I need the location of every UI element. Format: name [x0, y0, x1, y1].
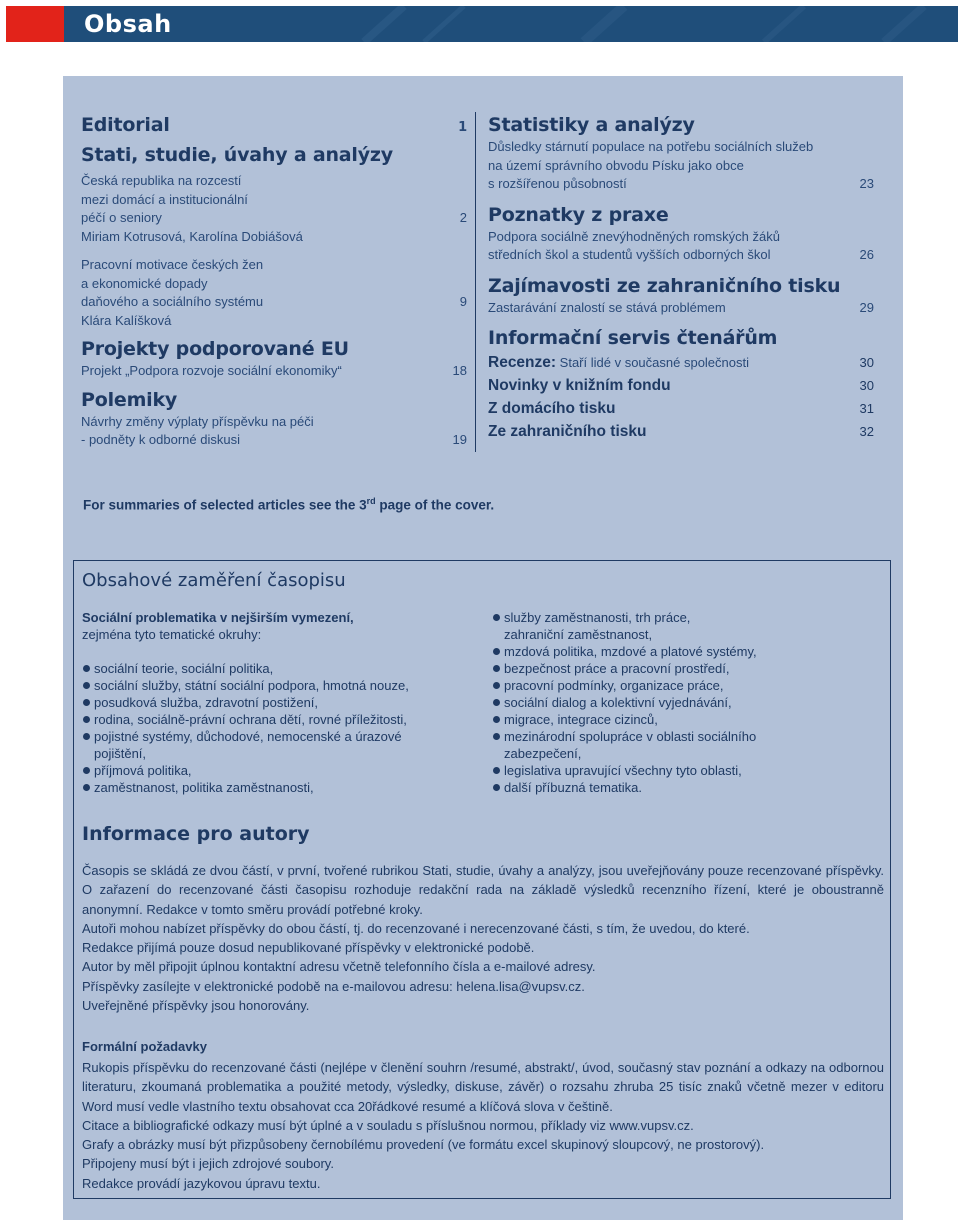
toc-article-line: a ekonomické dopady — [81, 275, 208, 291]
toc-article-line: Důsledky stárnutí populace na potřebu sociálních služeb — [488, 139, 814, 154]
toc-article-line: Pracovní motivace českých žen — [81, 257, 264, 272]
toc-section-title: Polemiky — [81, 388, 178, 411]
toc-section-title: Informační servis čtenářům — [488, 327, 778, 349]
focus-list-item: zaměstnanost, politika zaměstnanosti, — [82, 779, 482, 796]
focus-list-item: legislativa upravující všechny tyto oblasti, — [492, 762, 884, 779]
toc-editorial[interactable] — [81, 112, 467, 138]
focus-list-item: další příbuzná tematika. — [492, 779, 884, 796]
authors-paragraph: Příspěvky zasílejte v elektronické podobě na e-mailovou adresu: helena.lisa@vupsv.cz. — [82, 978, 585, 994]
page-header — [6, 6, 958, 42]
toc-service-label: Z domácího tisku — [488, 400, 616, 417]
toc-article[interactable] — [81, 413, 467, 450]
focus-list-item: služby zaměstnanosti, trh práce, zahraniční zaměstnanost, — [492, 609, 722, 643]
focus-title: Obsahové zaměření časopisu — [82, 570, 346, 591]
toc-page-number: 23 — [859, 176, 874, 191]
toc-service-item[interactable] — [488, 397, 874, 420]
toc-page-number: 32 — [859, 424, 874, 439]
toc-page-number: 9 — [459, 294, 467, 309]
summary-note — [83, 496, 494, 513]
toc-page-number: 31 — [859, 401, 874, 416]
focus-list-item: mezinárodní spolupráce v oblasti sociálního zabezpečení, — [492, 728, 782, 762]
authors-paragraph: Časopis se skládá ze dvou částí, v první, tvořené rubrikou Stati, studie, úvahy a analýzy, jsou uveřejňovány pouze recenzované příspěvky. O zařazení do recenzované části časopisu rozhoduje redakční rada na základě výsledků recenzního řízení, které je oboustranně anonymní. Redakce v tomto směru provádí potřebné kroky. — [82, 863, 884, 917]
summary-note-text-end: page of the cover. — [375, 497, 495, 513]
toc-section-title: Statistiky a analýzy — [488, 114, 695, 136]
column-divider — [475, 112, 476, 452]
formal-paragraph: Redakce provádí jazykovou úpravu textu. — [82, 1175, 321, 1191]
toc-article-line: daňového a sociálního systému — [81, 294, 264, 309]
toc-article-line: na území správního obvodu Písku jako obce — [488, 157, 744, 173]
toc-right-column — [488, 112, 874, 443]
toc-article-authors: Klára Kalíšková — [81, 312, 172, 328]
toc-section-title: Projekty podporované EU — [81, 338, 349, 360]
summary-note-text: For summaries of selected articles see the 3 — [83, 497, 367, 513]
toc-page-number: 1 — [458, 120, 467, 135]
focus-lead-2: zejména tyto tematické okruhy: — [82, 627, 262, 642]
toc-article-line: Česká republika na rozcestí — [81, 173, 242, 188]
contents-panel — [63, 76, 903, 1220]
formal-paragraph: Připojeny musí být i jejich zdrojové soubory. — [82, 1156, 334, 1172]
focus-list-item: mzdová politika, mzdové a platové systémy, — [492, 643, 884, 660]
toc-page-number: 18 — [452, 363, 467, 378]
toc-page-number: 26 — [859, 247, 874, 262]
focus-right-column — [492, 609, 884, 796]
toc-article-line: Zastarávání znalostí se stává problémem — [488, 299, 726, 315]
focus-list-item: pracovní podmínky, organizace práce, — [492, 677, 884, 694]
authors-paragraph: Uveřejněné příspěvky jsou honorovány. — [82, 998, 310, 1014]
focus-list-item: sociální služby, státní sociální podpora, hmotná nouze, — [82, 677, 482, 694]
focus-list-item: bezpečnost práce a pracovní prostředí, — [492, 660, 884, 677]
authors-body — [82, 861, 884, 1015]
toc-article-line: péčí o seniory — [81, 210, 162, 225]
authors-paragraph: Autoři mohou nabízet příspěvky do obou částí, tj. do recenzované i nerecenzované části, s tím, že uvedou, do které. — [82, 920, 750, 936]
toc-article-line: Návrhy změny výplaty příspěvku na péči — [81, 413, 314, 429]
toc-article-line: středních škol a studentů vyšších odborných škol — [488, 247, 771, 262]
toc-service-item[interactable] — [488, 374, 874, 397]
toc-service-item[interactable] — [488, 351, 874, 374]
toc-service-item[interactable] — [488, 420, 874, 443]
info-box — [73, 560, 891, 1199]
authors-title: Informace pro autory — [82, 823, 310, 845]
toc-left-column — [81, 112, 467, 450]
toc-section-title: Editorial — [81, 114, 170, 136]
toc-service-label: Recenze: — [488, 354, 557, 371]
toc-page-number: 29 — [859, 299, 874, 315]
formal-paragraph: Grafy a obrázky musí být přizpůsobeny černobílému provedení (ve formátu excel skupinový sloupcový, ne prostorový). — [82, 1137, 765, 1153]
toc-page-number: 30 — [859, 355, 874, 370]
formal-paragraph: Citace a bibliografické odkazy musí být úplné a v souladu s příslušnou normou, příklady viz www.vupsv.cz. — [82, 1117, 694, 1133]
toc-article-line: mezi domácí a institucionální — [81, 191, 248, 207]
page-title: Obsah — [84, 10, 172, 38]
focus-list-item: rodina, sociálně-právní ochrana dětí, rovné příležitosti, — [82, 711, 482, 728]
toc-page-number: 30 — [859, 378, 874, 393]
toc-article-authors: Miriam Kotrusová, Karolína Dobiášová — [81, 228, 303, 244]
toc-article-line: s rozšířenou působností — [488, 176, 627, 191]
summary-note-sup: rd — [366, 496, 376, 506]
formal-title: Formální požadavky — [82, 1039, 207, 1054]
header-decoration-icon — [64, 6, 958, 42]
formal-body — [82, 1058, 884, 1193]
focus-list-item: posudková služba, zdravotní postižení, — [82, 694, 482, 711]
header-red-block — [6, 6, 64, 42]
toc-page-number: 2 — [459, 210, 467, 225]
toc-article[interactable] — [488, 138, 874, 194]
toc-page-number: 19 — [452, 432, 467, 447]
toc-article[interactable] — [81, 362, 467, 381]
focus-list-item: pojistné systémy, důchodové, nemocenské a úrazové pojištění, — [82, 728, 432, 762]
toc-service-label: Novinky v knižním fondu — [488, 377, 671, 394]
toc-service-text: Staří lidé v současné společnosti — [556, 355, 749, 370]
toc-section-title: Zajímavosti ze zahraničního tisku — [488, 274, 841, 297]
toc-article[interactable] — [81, 256, 467, 330]
focus-list-item: příjmová politika, — [82, 762, 482, 779]
toc-article[interactable] — [488, 299, 874, 318]
toc-article-line: Projekt „Podpora rozvoje sociální ekonomiky“ — [81, 363, 342, 378]
focus-list-item: sociální dialog a kolektivní vyjednávání, — [492, 694, 884, 711]
toc-section-title: Stati, studie, úvahy a analýzy — [81, 144, 393, 166]
authors-paragraph: Redakce přijímá pouze dosud nepublikované příspěvky v elektronické podobě. — [82, 940, 535, 956]
focus-lead: Sociální problematika v nejširším vymezení, — [82, 610, 354, 625]
authors-paragraph: Autor by měl připojit úplnou kontaktní adresu včetně telefonního čísla a e-mailové adresy. — [82, 959, 596, 975]
toc-section-title: Poznatky z praxe — [488, 203, 669, 226]
focus-list-item: sociální teorie, sociální politika, — [82, 660, 482, 677]
toc-article[interactable] — [81, 172, 467, 246]
formal-paragraph: Rukopis příspěvku do recenzované části (nejlépe v členění souhrn /resumé, abstrakt/, úvod, současný stav poznání a odkazy na odbornou literaturu, zkoumaná problematika a použité metody, výsledky, diskuse, závěr) o rozsahu zhruba 25 tisíc znaků včetně mezer v editoru Word musí vedle vlastního textu obsahovat cca 20řádkové resumé a klíčová slova v češtině. — [82, 1060, 884, 1114]
focus-list-item: migrace, integrace cizinců, — [492, 711, 884, 728]
header-blue-bar — [64, 6, 958, 42]
toc-article[interactable] — [488, 228, 874, 265]
toc-article-line: Podpora sociálně znevýhodněných romských žáků — [488, 228, 780, 244]
focus-left-column — [82, 609, 482, 796]
toc-service-label: Ze zahraničního tisku — [488, 423, 647, 440]
toc-article-line: - podněty k odborné diskusi — [81, 432, 240, 447]
